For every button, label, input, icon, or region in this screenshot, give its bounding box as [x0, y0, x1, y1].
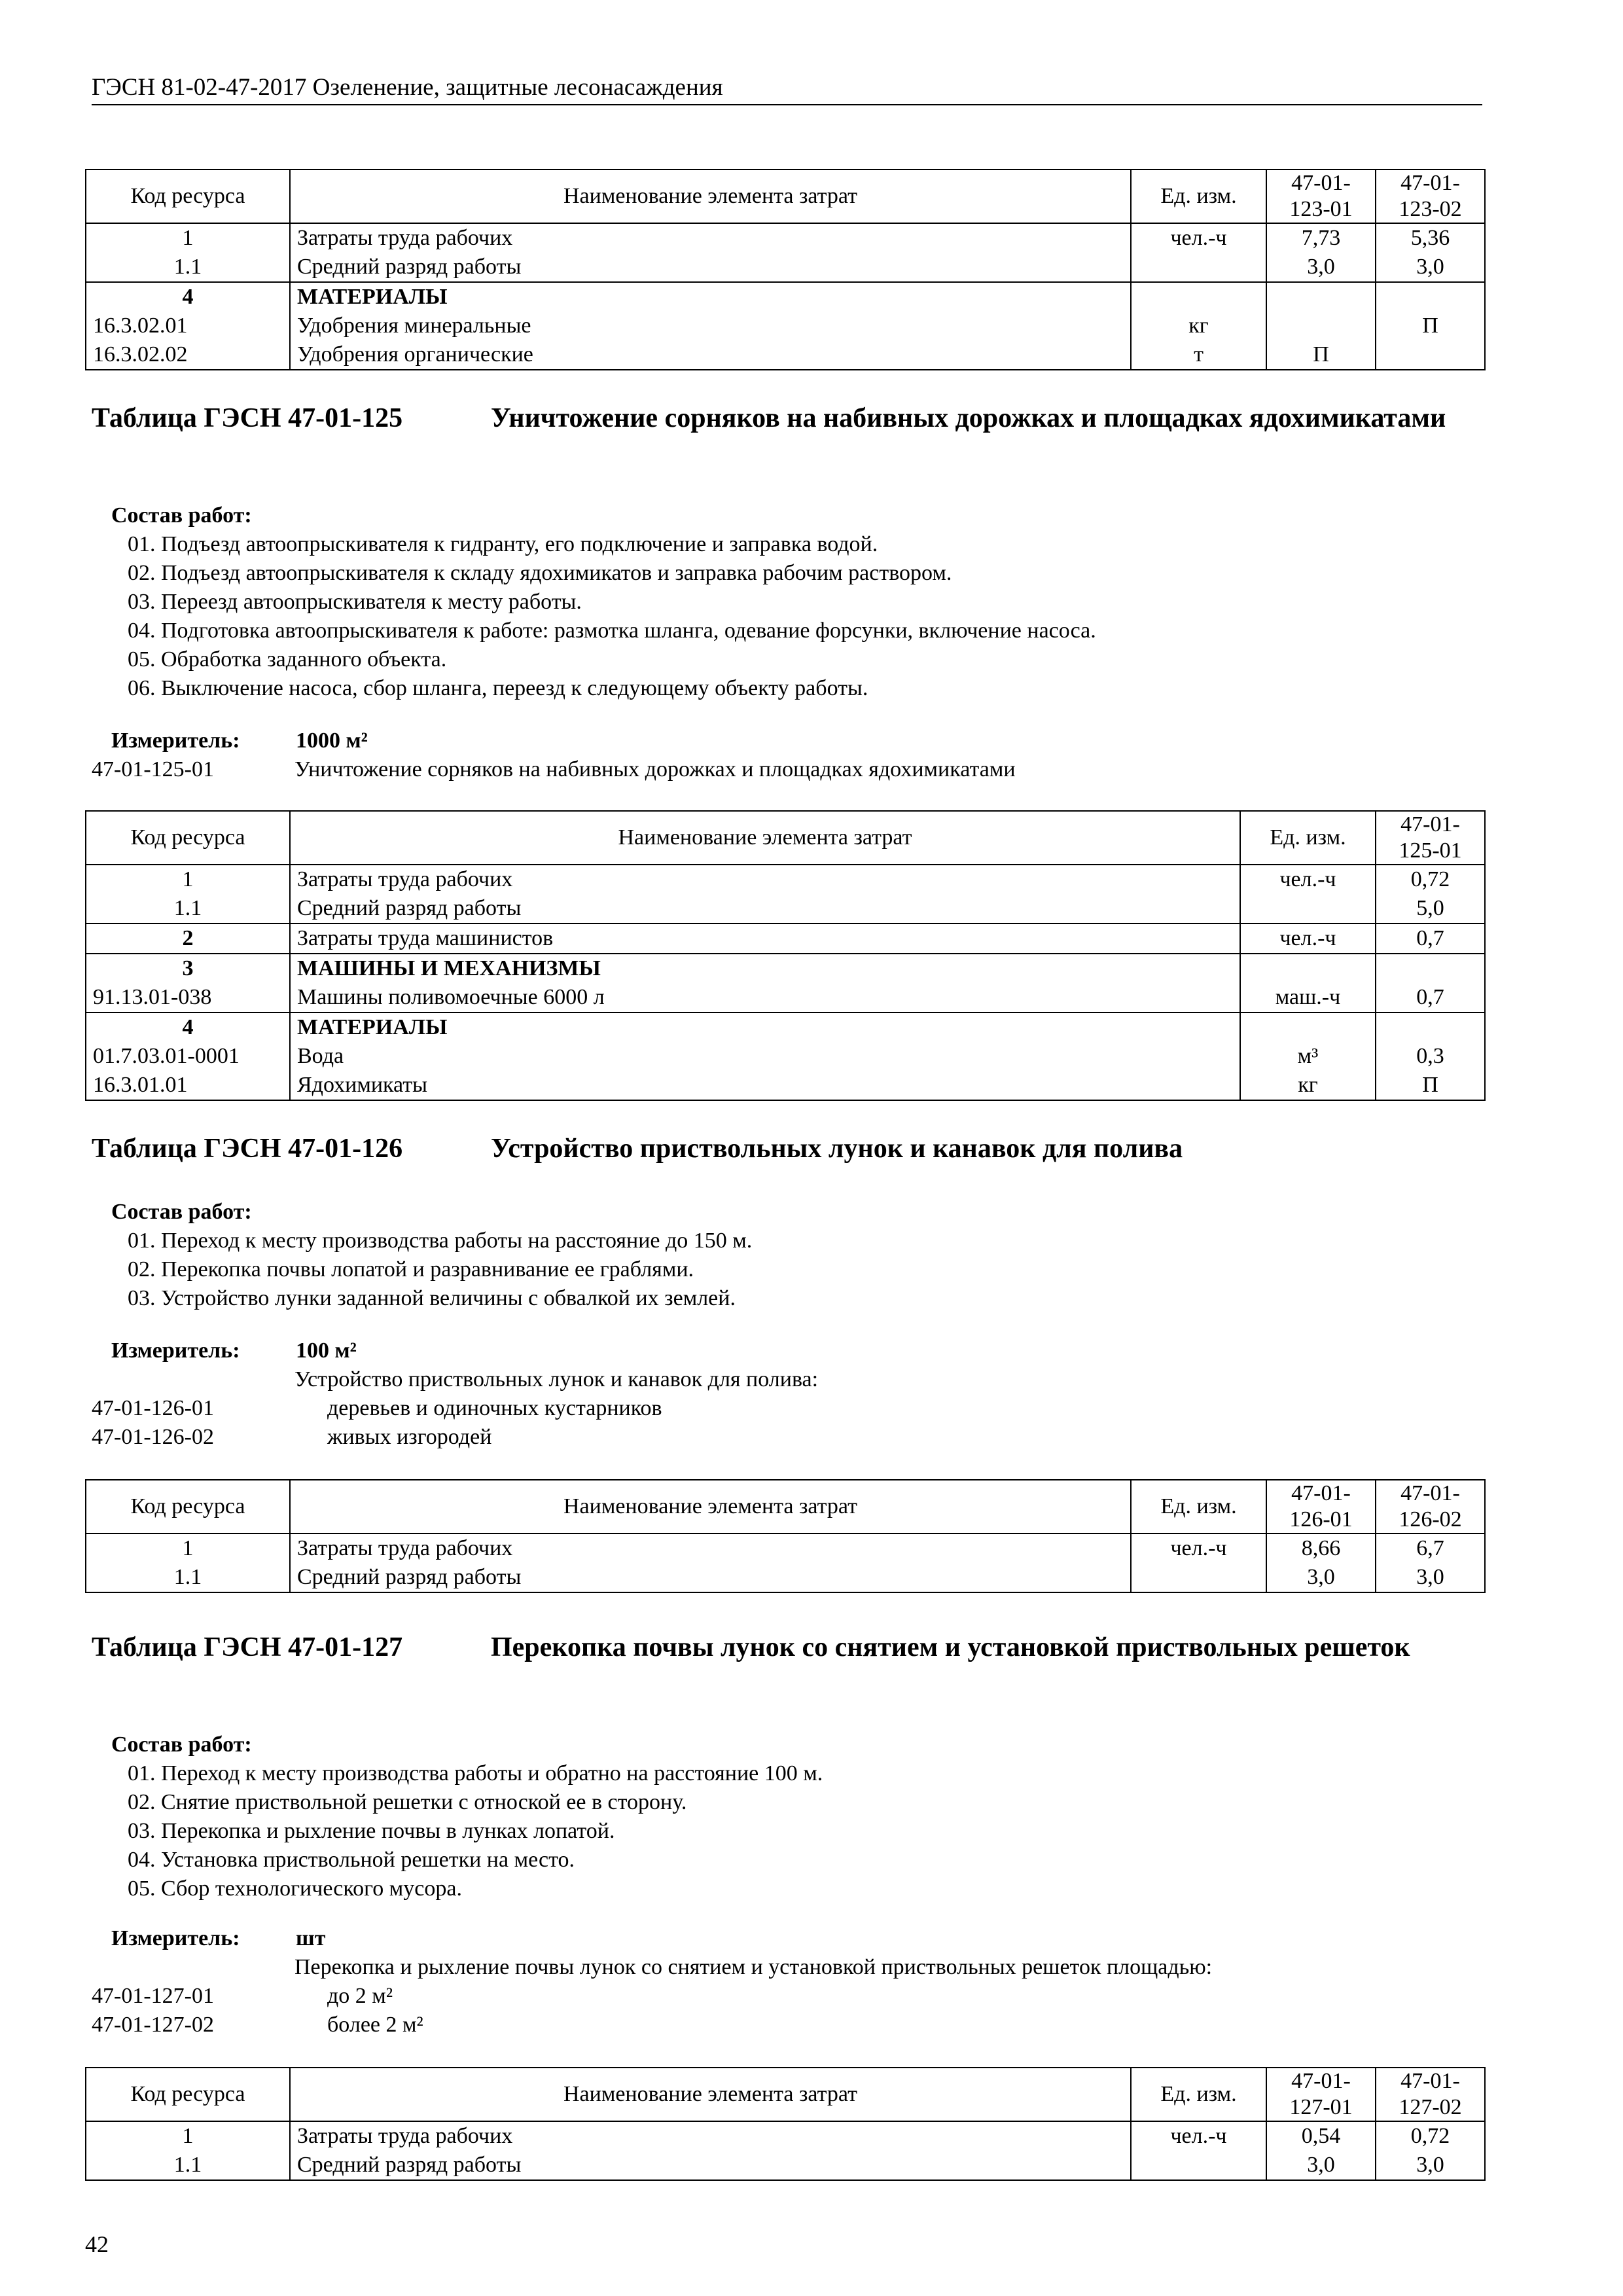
- resource-value: [1266, 282, 1376, 312]
- page-header: ГЭСН 81-02-47-2017 Озеленение, защитные лесонасаждения: [92, 73, 1482, 105]
- table-name: Перекопка почвы лунок со снятием и установкой приствольных решеток: [491, 1632, 1410, 1662]
- work-item: 06. Выключение насоса, сбор шланга, переезд к следующему объекту работы.: [128, 676, 868, 700]
- resource-unit: чел.-ч: [1131, 223, 1266, 253]
- work-item: 04. Подготовка автоопрыскивателя к работе: размотка шланга, одевание форсунки, включение насоса.: [128, 619, 1096, 643]
- table-row: [86, 954, 1485, 983]
- table-row: [86, 253, 1485, 282]
- resource-unit: чел.-ч: [1131, 2121, 1266, 2151]
- resource-table-125: [85, 810, 1486, 1101]
- works-label: Состав работ:: [111, 503, 252, 528]
- table-row: [86, 1071, 1485, 1100]
- resource-code: 16.3.01.01: [86, 1071, 290, 1100]
- resource-name: Затраты труда рабочих: [290, 2121, 1131, 2151]
- table-row: [86, 1042, 1485, 1071]
- item-group-name: Перекопка и рыхление почвы лунок со снятием и установкой приствольных решеток площадью:: [294, 1955, 1213, 1979]
- resource-unit: [1240, 954, 1376, 983]
- resource-value: 3,0: [1266, 1563, 1376, 1592]
- table-number: Таблица ГЭСН 47-01-125: [92, 403, 403, 433]
- resource-value: [1376, 1013, 1485, 1042]
- item-name: до 2 м²: [327, 1984, 393, 2008]
- col-value-header: 47-01-126-02: [1376, 1480, 1485, 1534]
- resource-value: 3,0: [1376, 1563, 1485, 1592]
- resource-name: МАШИНЫ И МЕХАНИЗМЫ: [290, 954, 1240, 983]
- resource-name: Затраты труда рабочих: [290, 1534, 1131, 1563]
- resource-value: 6,7: [1376, 1534, 1485, 1563]
- table-number: Таблица ГЭСН 47-01-126: [92, 1134, 403, 1164]
- work-item: 05. Обработка заданного объекта.: [128, 647, 447, 672]
- work-item: 02. Снятие приствольной решетки с отноской ее в сторону.: [128, 1790, 687, 1814]
- resource-unit: чел.-ч: [1131, 1534, 1266, 1563]
- resource-name: МАТЕРИАЛЫ: [290, 282, 1131, 312]
- resource-value: 3,0: [1266, 253, 1376, 282]
- resource-value: [1266, 312, 1376, 340]
- col-unit-header: Ед. изм.: [1240, 811, 1376, 865]
- resource-unit: кг: [1131, 312, 1266, 340]
- col-code-header: Код ресурса: [86, 170, 290, 223]
- resource-code: 2: [86, 924, 290, 954]
- table-name: Уничтожение сорняков на набивных дорожках и площадках ядохимикатами: [491, 403, 1446, 433]
- resource-code: 1.1: [86, 253, 290, 282]
- works-label: Состав работ:: [111, 1200, 252, 1224]
- resource-table-127: [85, 2067, 1486, 2181]
- resource-unit: маш.-ч: [1240, 983, 1376, 1013]
- resource-name: МАТЕРИАЛЫ: [290, 1013, 1240, 1042]
- table-row: [86, 1013, 1485, 1042]
- works-label: Состав работ:: [111, 1732, 252, 1757]
- table-row: [86, 983, 1485, 1013]
- resource-value: 3,0: [1376, 2151, 1485, 2180]
- col-name-header: Наименование элемента затрат: [290, 811, 1240, 865]
- resource-code: 3: [86, 954, 290, 983]
- measure-block-127: [92, 1924, 1479, 2039]
- col-value-header: 47-01-127-01: [1266, 2068, 1376, 2121]
- item-code: 47-01-127-02: [92, 2013, 214, 2037]
- resource-name: Затраты труда рабочих: [290, 865, 1240, 894]
- resource-table-123: [85, 169, 1486, 370]
- resource-code: 16.3.02.01: [86, 312, 290, 340]
- resource-code: 01.7.03.01-0001: [86, 1042, 290, 1071]
- work-item: 02. Перекопка почвы лопатой и разравнивание ее граблями.: [128, 1257, 694, 1282]
- col-code-header: Код ресурса: [86, 811, 290, 865]
- col-value-header: 47-01-126-01: [1266, 1480, 1376, 1534]
- resource-value: 7,73: [1266, 223, 1376, 253]
- resource-name: Средний разряд работы: [290, 2151, 1131, 2180]
- resource-unit: кг: [1240, 1071, 1376, 1100]
- col-value-header: 47-01-127-02: [1376, 2068, 1485, 2121]
- table-title-126: [92, 1131, 1479, 1168]
- table-name: Устройство приствольных лунок и канавок для полива: [491, 1134, 1183, 1164]
- resource-unit: [1240, 1013, 1376, 1042]
- resource-value: 0,7: [1376, 924, 1485, 954]
- work-item: 03. Перекопка и рыхление почвы в лунках лопатой.: [128, 1819, 615, 1843]
- resource-unit: [1131, 1563, 1266, 1592]
- resource-value: 3,0: [1376, 253, 1485, 282]
- item-code: 47-01-125-01: [92, 757, 214, 781]
- work-item: 01. Переход к месту производства работы на расстояние до 150 м.: [128, 1229, 753, 1253]
- resource-name: Вода: [290, 1042, 1240, 1071]
- table-row: [86, 2151, 1485, 2180]
- resource-name: Удобрения минеральные: [290, 312, 1131, 340]
- resource-name: Средний разряд работы: [290, 1563, 1131, 1592]
- item-group-name: Устройство приствольных лунок и канавок для полива:: [294, 1367, 819, 1391]
- resource-unit: [1131, 282, 1266, 312]
- table-number: Таблица ГЭСН 47-01-127: [92, 1632, 403, 1662]
- resource-table-126: [85, 1479, 1486, 1593]
- table-row: [86, 312, 1485, 340]
- resource-unit: чел.-ч: [1240, 865, 1376, 894]
- measure-label: Измеритель:: [111, 1926, 240, 1950]
- resource-code: 4: [86, 1013, 290, 1042]
- table-row: [86, 924, 1485, 954]
- resource-unit: [1240, 894, 1376, 924]
- col-unit-header: Ед. изм.: [1131, 2068, 1266, 2121]
- col-name-header: Наименование элемента затрат: [290, 1480, 1131, 1534]
- resource-name: Затраты труда рабочих: [290, 223, 1131, 253]
- resource-unit: т: [1131, 340, 1266, 370]
- work-item: 01. Переход к месту производства работы и обратно на расстояние 100 м.: [128, 1761, 823, 1785]
- measure-label: Измеритель:: [111, 728, 240, 753]
- resource-value: 3,0: [1266, 2151, 1376, 2180]
- resource-value: 5,36: [1376, 223, 1485, 253]
- table-row: [86, 2121, 1485, 2151]
- resource-code: 1: [86, 223, 290, 253]
- resource-code: 91.13.01-038: [86, 983, 290, 1013]
- resource-value: П: [1266, 340, 1376, 370]
- works-list-127: [92, 1731, 1479, 1903]
- resource-name: Ядохимикаты: [290, 1071, 1240, 1100]
- resource-value: 0,3: [1376, 1042, 1485, 1071]
- work-item: 03. Устройство лунки заданной величины с обвалкой их землей.: [128, 1286, 736, 1310]
- item-name: Уничтожение сорняков на набивных дорожках и площадках ядохимикатами: [294, 757, 1016, 781]
- resource-name: Удобрения органические: [290, 340, 1131, 370]
- resource-value: 5,0: [1376, 894, 1485, 924]
- resource-code: 1: [86, 865, 290, 894]
- col-value-header: 47-01-123-02: [1376, 170, 1485, 223]
- resource-unit: [1131, 2151, 1266, 2180]
- measure-block-125: [92, 726, 1479, 784]
- measure-unit: 1000 м²: [296, 728, 368, 753]
- resource-value: П: [1376, 1071, 1485, 1100]
- resource-code: 1.1: [86, 2151, 290, 2180]
- page-number: 42: [85, 2231, 109, 2257]
- col-code-header: Код ресурса: [86, 2068, 290, 2121]
- table-title-127: [92, 1630, 1479, 1702]
- item-name: живых изгородей: [327, 1425, 492, 1449]
- col-name-header: Наименование элемента затрат: [290, 170, 1131, 223]
- work-item: 01. Подъезд автоопрыскивателя к гидранту, его подключение и заправка водой.: [128, 532, 878, 556]
- resource-value: 0,72: [1376, 865, 1485, 894]
- resource-name: Машины поливомоечные 6000 л: [290, 983, 1240, 1013]
- col-value-header: 47-01-125-01: [1376, 811, 1485, 865]
- works-list-126: [92, 1198, 1479, 1313]
- measure-block-126: [92, 1336, 1479, 1452]
- resource-code: 1.1: [86, 1563, 290, 1592]
- item-code: 47-01-126-02: [92, 1425, 214, 1449]
- col-unit-header: Ед. изм.: [1131, 170, 1266, 223]
- item-code: 47-01-126-01: [92, 1396, 214, 1420]
- resource-unit: чел.-ч: [1240, 924, 1376, 954]
- resource-code: 4: [86, 282, 290, 312]
- resource-value: [1376, 282, 1485, 312]
- resource-code: 1.1: [86, 894, 290, 924]
- table-row: [86, 340, 1485, 370]
- col-unit-header: Ед. изм.: [1131, 1480, 1266, 1534]
- table-row: [86, 1534, 1485, 1563]
- resource-value: 8,66: [1266, 1534, 1376, 1563]
- item-name: более 2 м²: [327, 2013, 423, 2037]
- table-row: [86, 865, 1485, 894]
- work-item: 02. Подъезд автоопрыскивателя к складу ядохимикатов и заправка рабочим раствором.: [128, 561, 952, 585]
- works-list-125: [92, 501, 1479, 703]
- work-item: 04. Установка приствольной решетки на место.: [128, 1848, 575, 1872]
- resource-name: Средний разряд работы: [290, 894, 1240, 924]
- resource-value: 0,72: [1376, 2121, 1485, 2151]
- work-item: 05. Сбор технологического мусора.: [128, 1876, 462, 1901]
- measure-unit: 100 м²: [296, 1338, 357, 1363]
- resource-value: 0,54: [1266, 2121, 1376, 2151]
- col-value-header: 47-01-123-01: [1266, 170, 1376, 223]
- resource-value: 0,7: [1376, 983, 1485, 1013]
- table-title-125: [92, 401, 1479, 473]
- col-name-header: Наименование элемента затрат: [290, 2068, 1131, 2121]
- resource-value: [1376, 340, 1485, 370]
- resource-name: Затраты труда машинистов: [290, 924, 1240, 954]
- resource-code: 1: [86, 1534, 290, 1563]
- item-name: деревьев и одиночных кустарников: [327, 1396, 662, 1420]
- table-row: [86, 1563, 1485, 1592]
- table-row: [86, 894, 1485, 924]
- resource-value: [1376, 954, 1485, 983]
- resource-code: 1: [86, 2121, 290, 2151]
- resource-value: П: [1376, 312, 1485, 340]
- measure-unit: шт: [296, 1926, 326, 1950]
- resource-unit: [1131, 253, 1266, 282]
- table-row: [86, 282, 1485, 312]
- resource-unit: м³: [1240, 1042, 1376, 1071]
- resource-code: 16.3.02.02: [86, 340, 290, 370]
- item-code: 47-01-127-01: [92, 1984, 214, 2008]
- measure-label: Измеритель:: [111, 1338, 240, 1363]
- resource-name: Средний разряд работы: [290, 253, 1131, 282]
- table-row: [86, 223, 1485, 253]
- col-code-header: Код ресурса: [86, 1480, 290, 1534]
- work-item: 03. Переезд автоопрыскивателя к месту работы.: [128, 590, 582, 614]
